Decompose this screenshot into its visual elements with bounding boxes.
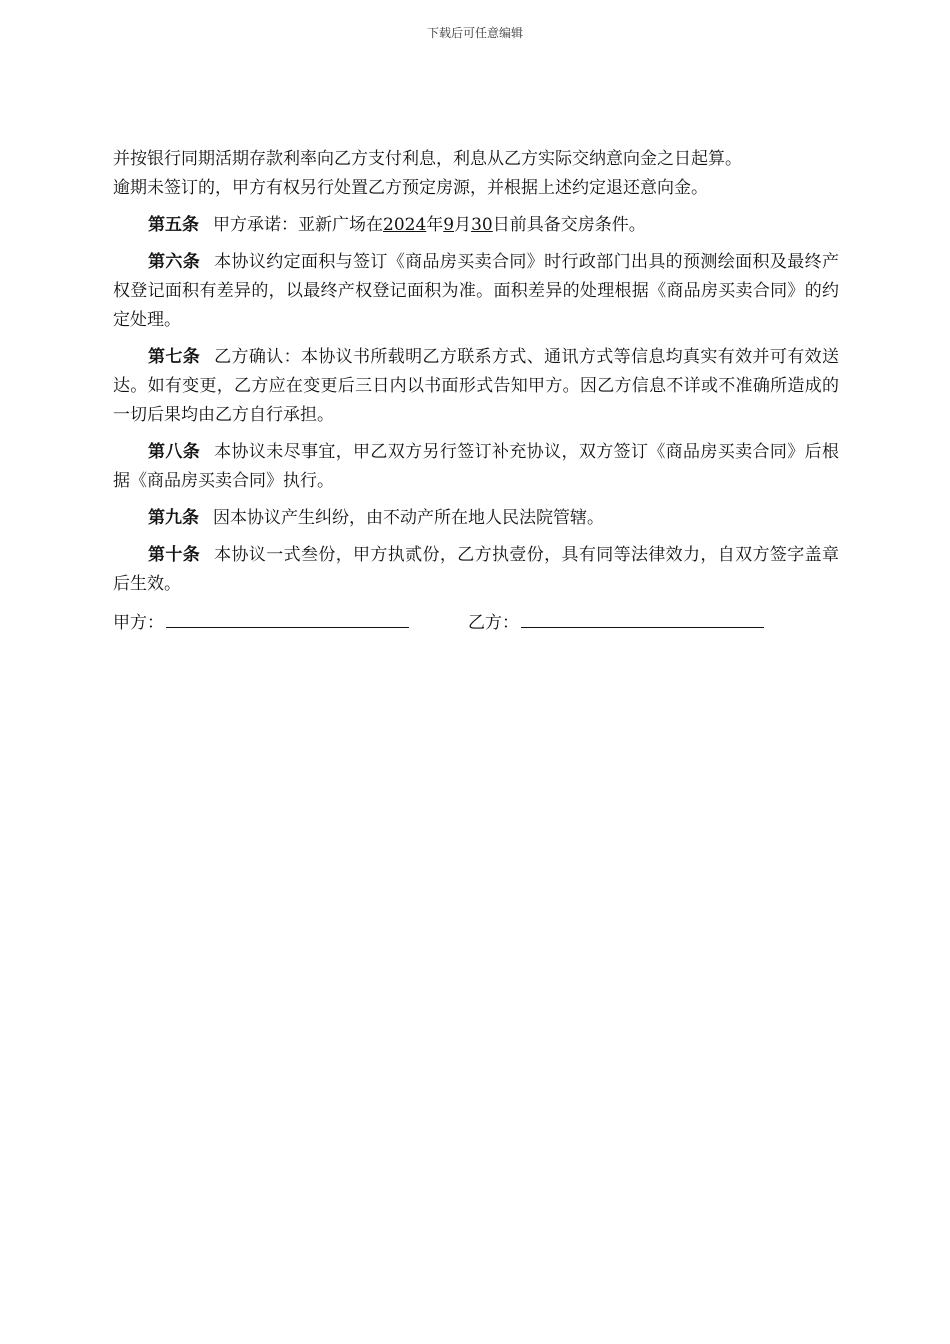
- article-6: [113, 248, 839, 335]
- article-7: [113, 343, 839, 430]
- intro-line-1: 并按银行同期活期存款利率向乙方支付利息，利息从乙方实际交纳意向金之日起算。: [113, 149, 742, 169]
- article-label: 第九条: [148, 508, 199, 528]
- delivery-day: 30: [471, 215, 493, 235]
- party-b-signature: [468, 607, 764, 638]
- article-label: 第五条: [148, 215, 199, 235]
- signature-row: [113, 607, 839, 637]
- article-5: [113, 211, 839, 240]
- article-text-after: 日前具备交房条件。: [492, 215, 646, 235]
- intro-line-2: 逾期未签订的，甲方有权另行处置乙方预定房源，并根据上述约定退还意向金。: [113, 178, 708, 198]
- article-label: 第八条: [148, 442, 201, 462]
- article-text: 本协议未尽事宜，甲乙双方另行签订补充协议，双方签订《商品房买卖合同》后根据《商品房买卖合同》执行。: [113, 442, 840, 491]
- page-header: 下载后可任意编辑: [426, 26, 523, 40]
- delivery-month: 9: [443, 215, 455, 235]
- article-text: 因本协议产生纠纷，由不动产所在地人民法院管辖。: [213, 508, 604, 528]
- document-body: [113, 145, 839, 637]
- article-9: [113, 504, 839, 533]
- party-a-signature-line[interactable]: [166, 607, 409, 628]
- party-a-label: 甲方：: [113, 613, 164, 633]
- article-8: [113, 438, 839, 496]
- delivery-year: 2024: [383, 215, 427, 235]
- article-text: 乙方确认：本协议书所载明乙方联系方式、通讯方式等信息均真实有效并可有效送达。如有变更，乙方应在变更后三日内以书面形式告知甲方。因乙方信息不详或不准确所造成的一切后果均由乙方自行承担。: [113, 347, 840, 425]
- article-text: 甲方承诺：亚新广场在: [213, 215, 383, 235]
- party-b-label: 乙方：: [468, 613, 519, 633]
- article-10: [113, 541, 839, 599]
- article-text: 本协议约定面积与签订《商品房买卖合同》时行政部门出具的预测绘面积及最终产权登记面积有差异的，以最终产权登记面积为准。面积差异的处理根据《商品房买卖合同》的约定处理。: [113, 252, 840, 330]
- article-label: 第六条: [148, 252, 201, 272]
- article-label: 第七条: [148, 347, 201, 367]
- year-unit: 年: [426, 215, 444, 235]
- party-b-signature-line[interactable]: [521, 607, 764, 628]
- intro-paragraph: [113, 145, 839, 203]
- article-text: 本协议一式叁份，甲方执贰份，乙方执壹份，具有同等法律效力，自双方签字盖章后生效。: [113, 545, 840, 594]
- party-a-signature: [113, 607, 409, 638]
- month-unit: 月: [454, 215, 472, 235]
- article-label: 第十条: [148, 545, 201, 565]
